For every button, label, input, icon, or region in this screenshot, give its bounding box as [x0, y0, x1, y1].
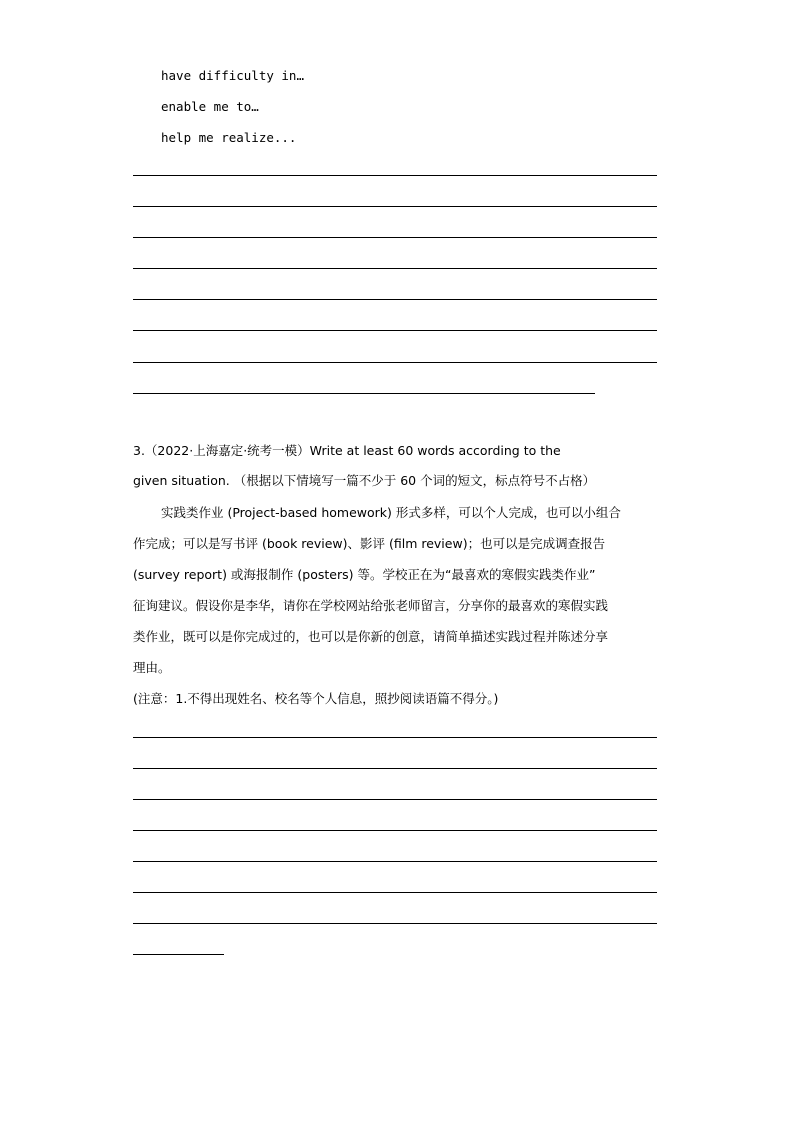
writing-line [133, 923, 657, 924]
writing-line [133, 892, 657, 893]
writing-line [133, 237, 657, 238]
writing-line [133, 362, 657, 363]
writing-line-short [133, 954, 224, 955]
question-3-body-line-2: 作完成；可以是写书评 (book review)、影评 (film review)；也可以是完成调查报告 [133, 536, 606, 551]
writing-line [133, 737, 657, 738]
prompt-phrase-1: have difficulty in… [161, 68, 304, 83]
prompt-phrase-2: enable me to… [161, 99, 259, 114]
writing-line-short [133, 393, 595, 394]
question-3-body-line-3: (survey report) 或海报制作 (posters) 等。学校正在为“最喜欢的寒假实践类作业” [133, 567, 596, 582]
writing-line [133, 799, 657, 800]
writing-line [133, 268, 657, 269]
writing-line [133, 861, 657, 862]
prompt-phrase-3: help me realize... [161, 130, 297, 145]
question-3-body-line-6: 理由。 [133, 660, 171, 675]
question-3-header-line-1: 3.（2022·上海嘉定·统考一模）Write at least 60 words according to the [133, 443, 561, 458]
question-3-note: (注意：1.不得出现姓名、校名等个人信息，照抄阅读语篇不得分。) [133, 691, 499, 706]
writing-line [133, 299, 657, 300]
writing-line [133, 830, 657, 831]
question-3-body-line-4: 征询建议。假设你是李华，请你在学校网站给张老师留言，分享你的最喜欢的寒假实践 [133, 598, 609, 613]
writing-line [133, 206, 657, 207]
writing-line [133, 175, 657, 176]
writing-line [133, 330, 657, 331]
question-3-body-line-5: 类作业，既可以是你完成过的，也可以是你新的创意，请简单描述实践过程并陈述分享 [133, 629, 609, 644]
question-3-body-line-1: 实践类作业 (Project-based homework) 形式多样，可以个人完成，也可以小组合 [161, 505, 621, 520]
writing-line [133, 768, 657, 769]
question-3-header-line-2: given situation. （根据以下情境写一篇不少于 60 个词的短文，标点符号不占格） [133, 473, 596, 488]
